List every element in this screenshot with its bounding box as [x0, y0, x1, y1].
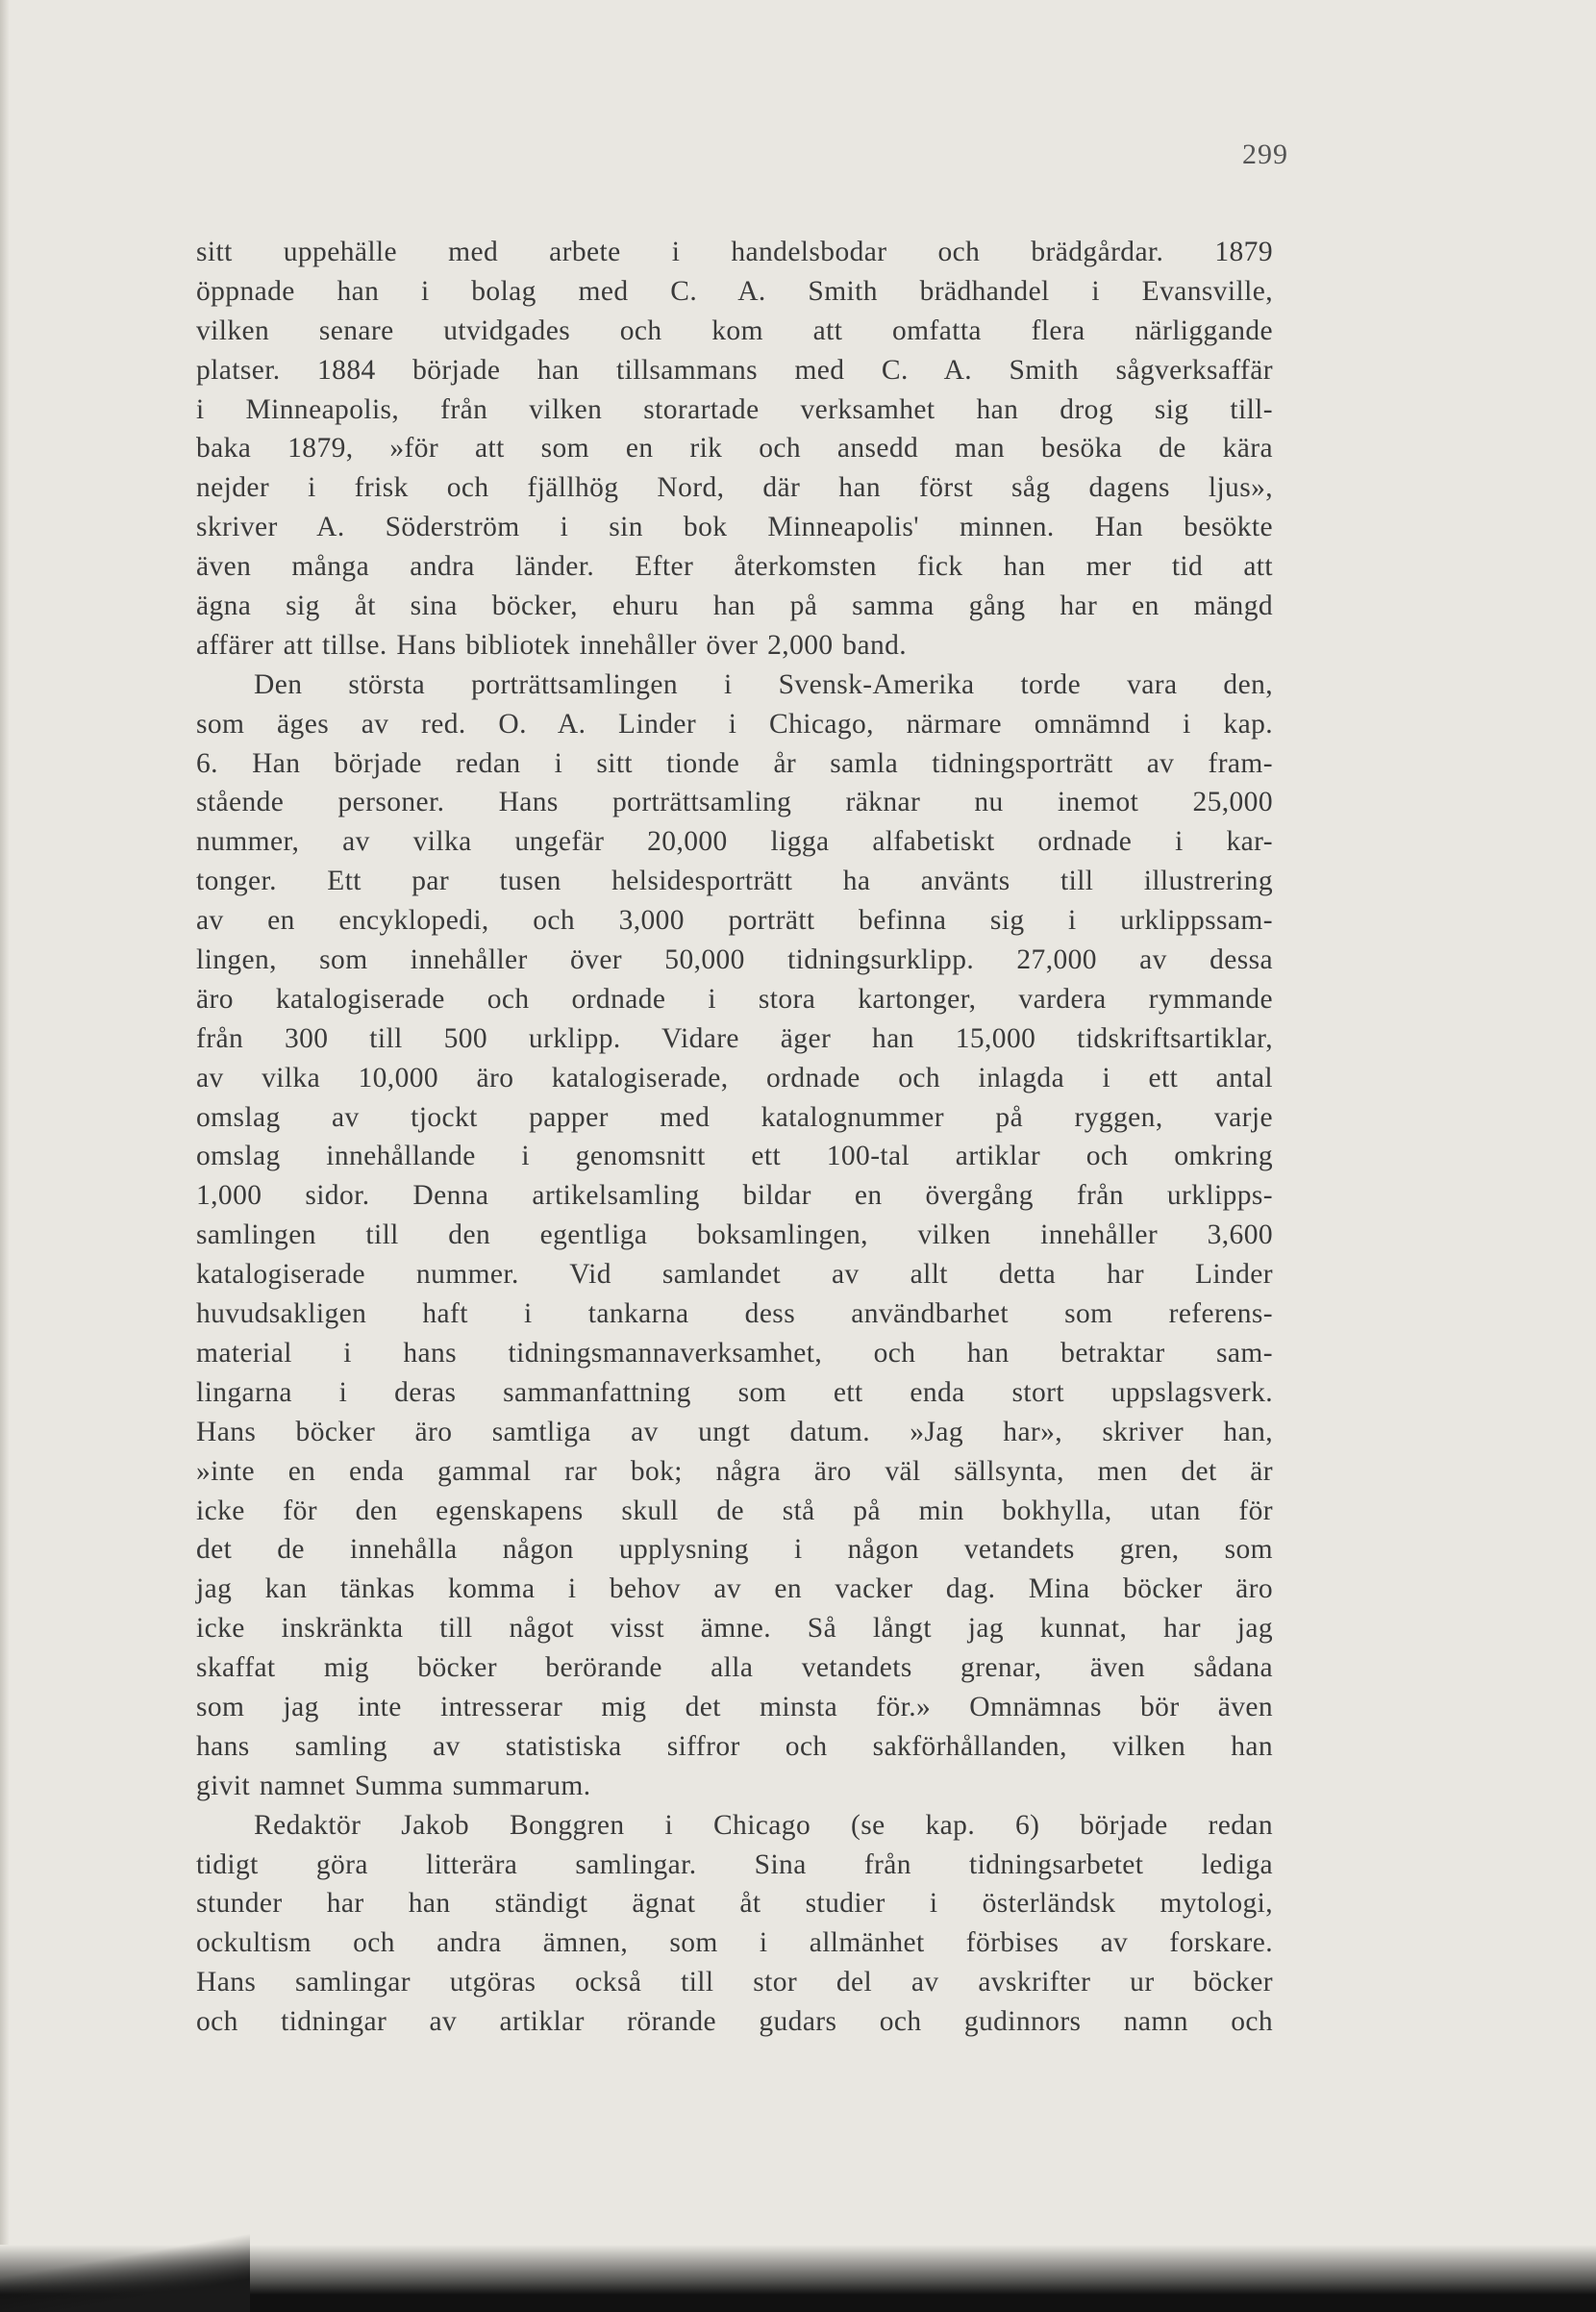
text-line: omslag av tjockt papper med katalognummer på ryggen, varje	[196, 1101, 1273, 1133]
text-line: Redaktör Jakob Bonggren i Chicago (se kap. 6) började redan	[254, 1809, 1273, 1841]
text-line: 6. Han började redan i sitt tionde år samla tidningsporträtt av fram-	[196, 747, 1273, 779]
text-line: i Minneapolis, från vilken storartade verksamhet han drog sig till-	[196, 393, 1273, 425]
text-line: av vilka 10,000 äro katalogiserade, ordnade och inlagda i ett antal	[196, 1062, 1273, 1093]
text-line: vilken senare utvidgades och kom att omfatta flera närliggande	[196, 314, 1273, 346]
text-line: jag kan tänkas komma i behov av en vacker dag. Mina böcker äro	[196, 1573, 1273, 1605]
text-line: huvudsakligen haft i tankarna dess användbarhet som referens-	[196, 1298, 1273, 1330]
text-line: skaffat mig böcker berörande alla vetandets grenar, även sådana	[196, 1652, 1273, 1684]
text-line: det de innehålla någon upplysning i någon vetandets gren, som	[196, 1534, 1273, 1566]
text-line: sitt uppehälle med arbete i handelsbodar och brädgårdar. 1879	[196, 237, 1273, 267]
page-number: 299	[1242, 138, 1288, 170]
text-line: samlingen till den egentliga boksamlingen, vilken innehåller 3,600	[196, 1219, 1273, 1251]
text-line: som äges av red. O. A. Linder i Chicago, närmare omnämnd i kap.	[196, 708, 1273, 740]
text-line: Hans samlingar utgöras också till stor del av avskrifter ur böcker	[196, 1967, 1273, 1998]
scan-left-edge	[0, 0, 10, 2312]
text-line: tonger. Ett par tusen helsidesporträtt ha använts till illustrering	[196, 866, 1273, 897]
text-line: hans samling av statistiska siffror och sakförhållanden, vilken han	[196, 1730, 1273, 1762]
text-line: baka 1879, »för att som en rik och ansedd man besöka de kära	[196, 433, 1273, 465]
text-line: »inte en enda gammal rar bok; några äro väl sällsynta, men det är	[196, 1455, 1273, 1487]
scan-corner-shadow	[0, 2225, 250, 2312]
text-line: från 300 till 500 urklipp. Vidare äger han 15,000 tidskriftsartiklar,	[196, 1022, 1273, 1054]
text-line: ägna sig åt sina böcker, ehuru han på samma gång har en mängd	[196, 591, 1273, 622]
text-line: tidigt göra litterära samlingar. Sina från tidningsarbetet lediga	[196, 1848, 1273, 1880]
text-line: som jag inte intresserar mig det minsta för.» Omnämnas bör även	[196, 1691, 1273, 1722]
text-line: av en encyklopedi, och 3,000 porträtt befinna sig i urklippssam-	[196, 905, 1273, 937]
text-line: affärer att tillse. Hans bibliotek innehåller över 2,000 band.	[196, 629, 908, 661]
text-line: lingarna i deras sammanfattning som ett enda stort uppslagsverk.	[196, 1376, 1273, 1408]
text-line: även många andra länder. Efter återkomsten fick han mer tid att	[196, 551, 1273, 583]
text-line: platser. 1884 började han tillsammans med C. A. Smith sågverksaffär	[196, 354, 1273, 386]
text-line: och tidningar av artiklar rörande gudars och gudinnors namn och	[196, 2006, 1273, 2038]
text-line: icke inskränkta till något visst ämne. Så långt jag kunnat, har jag	[196, 1613, 1273, 1645]
text-line: omslag innehållande i genomsnitt ett 100-tal artiklar och omkring	[196, 1141, 1273, 1172]
text-line: 1,000 sidor. Denna artikelsamling bildar en övergång från urklipps-	[196, 1180, 1273, 1212]
text-line: äro katalogiserade och ordnade i stora kartonger, vardera rymmande	[196, 983, 1273, 1015]
text-line: skriver A. Söderström i sin bok Minneapolis' minnen. Han besökte	[196, 512, 1273, 543]
text-line: öppnade han i bolag med C. A. Smith brädhandel i Evansville,	[196, 275, 1273, 307]
text-line: katalogiserade nummer. Vid samlandet av allt detta har Linder	[196, 1259, 1273, 1291]
text-line: givit namnet Summa summarum.	[196, 1770, 591, 1801]
text-line: Den största porträttsamlingen i Svensk-Amerika torde vara den,	[254, 668, 1273, 700]
text-line: nejder i frisk och fjällhög Nord, där han först såg dagens ljus»,	[196, 472, 1273, 504]
text-line: lingen, som innehåller över 50,000 tidningsurklipp. 27,000 av dessa	[196, 944, 1273, 976]
text-line: stunder har han ständigt ägnat åt studier i österländsk mytologi,	[196, 1888, 1273, 1920]
text-line: icke för den egenskapens skull de stå på min bokhylla, utan för	[196, 1495, 1273, 1526]
text-line: material i hans tidningsmannaverksamhet, och han betraktar sam-	[196, 1337, 1273, 1369]
text-line: Hans böcker äro samtliga av ungt datum. »Jag har», skriver han,	[196, 1416, 1273, 1447]
text-line: ockultism och andra ämnen, som i allmänhet förbises av forskare.	[196, 1927, 1273, 1959]
text-line: nummer, av vilka ungefär 20,000 ligga alfabetiskt ordnade i kar-	[196, 826, 1273, 858]
body-text	[196, 233, 1273, 2042]
text-line: stående personer. Hans porträttsamling räknar nu inemot 25,000	[196, 787, 1273, 818]
